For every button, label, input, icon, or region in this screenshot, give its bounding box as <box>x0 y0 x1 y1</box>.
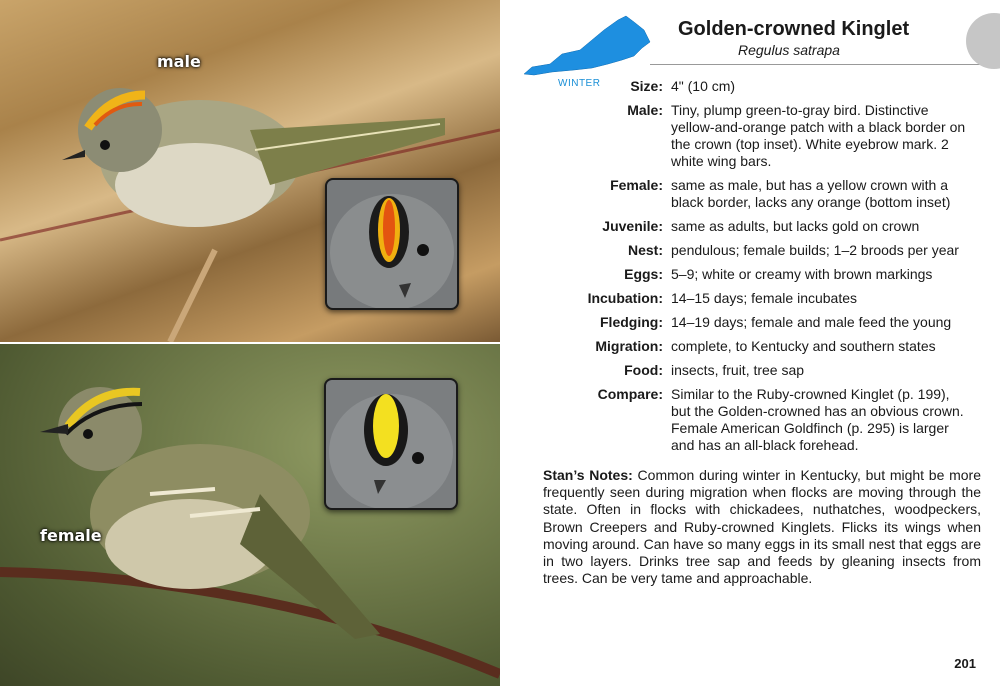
stans-notes <box>543 467 981 587</box>
female-label: female <box>40 526 102 545</box>
fact-value: insects, fruit, tree sap <box>671 362 805 378</box>
fact-key: Male: <box>627 102 663 118</box>
fact-value: pendulous; female builds; 1–2 broods per year <box>671 242 959 258</box>
fact-nest <box>500 242 990 259</box>
fact-value: 14–15 days; female incubates <box>671 290 858 306</box>
male-label: male <box>157 52 201 71</box>
fact-value: Similar to the Ruby-crowned Kinglet (p. 199), but the Golden-crowned has an obvious crown. Female American Goldfinch (p. 295) is larger and has an all-black forehead. <box>671 386 964 453</box>
fact-female <box>500 177 990 211</box>
section-tab <box>966 13 1000 69</box>
species-scientific-name: Regulus satrapa <box>738 42 840 58</box>
fact-key: Fledging: <box>600 314 663 330</box>
male-crown-illustration <box>327 180 457 308</box>
female-photo <box>0 344 500 686</box>
range-season-label: WINTER <box>558 78 601 89</box>
fact-fledging <box>500 314 990 331</box>
fact-incubation <box>500 290 990 307</box>
male-crown-inset <box>325 178 459 310</box>
fact-value: Tiny, plump green-to-gray bird. Distinctive yellow-and-orange patch with a black border on the crown (top inset). White eyebrow mark. 2 white wing bars. <box>671 102 966 169</box>
fact-key: Nest: <box>627 242 663 258</box>
fact-value: same as adults, but lacks gold on crown <box>671 218 920 234</box>
fact-food <box>500 362 990 379</box>
fact-juvenile <box>500 218 990 235</box>
fact-key: Food: <box>624 362 663 378</box>
male-photo <box>0 0 500 342</box>
species-text-page <box>500 0 1000 686</box>
fact-key: Juvenile: <box>602 218 663 234</box>
fact-key: Migration: <box>595 338 663 354</box>
fact-key: Size: <box>630 78 663 94</box>
fact-value: 14–19 days; female and male feed the young <box>671 314 952 330</box>
page-number: 201 <box>954 656 976 671</box>
fact-size <box>500 78 990 95</box>
fact-eggs <box>500 266 990 283</box>
fact-compare <box>500 386 990 454</box>
species-facts <box>500 78 990 461</box>
fact-key: Incubation: <box>587 290 663 306</box>
female-crown-inset <box>324 378 458 510</box>
fact-value: same as male, but has a yellow crown with a black border, lacks any orange (bottom inset) <box>671 177 951 210</box>
species-common-name: Golden-crowned Kinglet <box>678 18 910 40</box>
fact-migration <box>500 338 990 355</box>
title-rule <box>650 64 980 65</box>
fact-key: Eggs: <box>624 266 663 282</box>
female-crown-illustration <box>326 380 456 508</box>
fact-male <box>500 102 990 170</box>
fact-value: 5–9; white or creamy with brown markings <box>671 266 933 282</box>
stans-notes-text: Common during winter in Kentucky, but might be more frequently seen during migration when flocks are moving through the state. Often in flocks with chickadees, nuthatches, woodpeckers, Brown Creepers and Ruby-crowned Kinglets. Flicks its wings when moving around. Can have so many eggs in its small nest that eggs are in two layers. Drinks tree sap and feeds by gleaning insects from trees. Can be very tame and approachable. <box>543 467 982 587</box>
stans-notes-label: Stan’s Notes: <box>543 467 633 483</box>
fact-key: Compare: <box>597 386 663 402</box>
fact-key: Female: <box>610 177 663 193</box>
fact-value: 4" (10 cm) <box>671 78 736 94</box>
fact-value: complete, to Kentucky and southern states <box>671 338 936 354</box>
